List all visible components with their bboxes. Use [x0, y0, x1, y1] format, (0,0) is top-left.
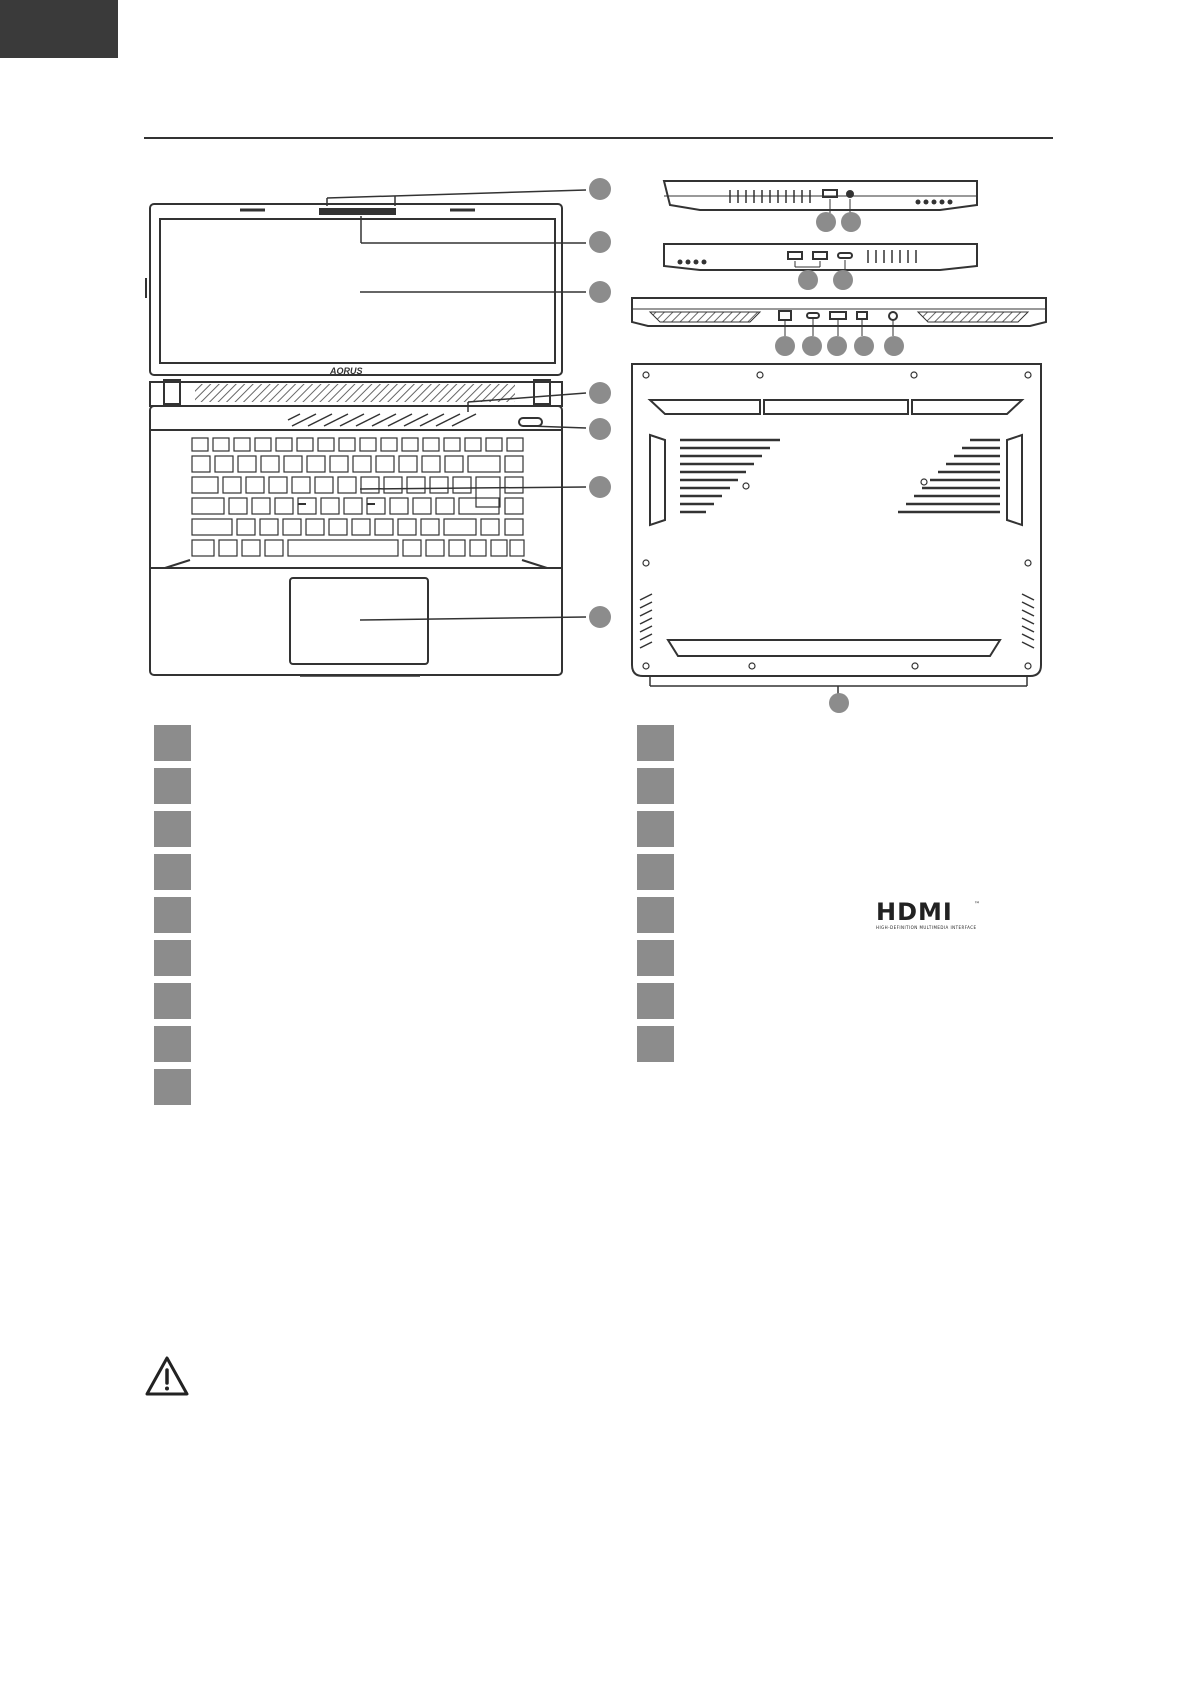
legend-marker-right-2 — [637, 768, 674, 804]
legend-marker-right-1 — [637, 725, 674, 761]
legend-marker-right-5 — [637, 897, 674, 933]
hdmi-logo — [874, 898, 984, 932]
right-side-view — [664, 244, 977, 272]
legend-marker-right-3 — [637, 811, 674, 847]
legend-marker-left-4 — [154, 854, 191, 890]
laptop-top-view — [146, 190, 586, 676]
legend-marker-left-2 — [154, 768, 191, 804]
lid-brand-logo: AORUS — [330, 366, 363, 376]
legend-marker-left-6 — [154, 940, 191, 976]
svg-text:™: ™ — [974, 901, 980, 908]
svg-text:HDMI: HDMI — [876, 898, 953, 926]
legend-marker-left-3 — [154, 811, 191, 847]
bottom-view — [632, 364, 1041, 694]
legend-marker-right-4 — [637, 854, 674, 890]
legend-marker-left-5 — [154, 897, 191, 933]
legend-marker-right-7 — [637, 983, 674, 1019]
legend-marker-left-8 — [154, 1026, 191, 1062]
legend-marker-left-1 — [154, 725, 191, 761]
warning-triangle-icon — [144, 1355, 190, 1397]
legend-marker-left-7 — [154, 983, 191, 1019]
legend-marker-left-9 — [154, 1069, 191, 1105]
legend-marker-right-6 — [637, 940, 674, 976]
left-side-view — [664, 181, 977, 215]
rear-view — [632, 298, 1046, 336]
callout-markers — [589, 178, 904, 713]
svg-text:HIGH-DEFINITION MULTIMEDIA INT: HIGH-DEFINITION MULTIMEDIA INTERFACE — [876, 925, 976, 930]
laptop-overview-figure — [0, 0, 1191, 720]
legend-marker-right-8 — [637, 1026, 674, 1062]
